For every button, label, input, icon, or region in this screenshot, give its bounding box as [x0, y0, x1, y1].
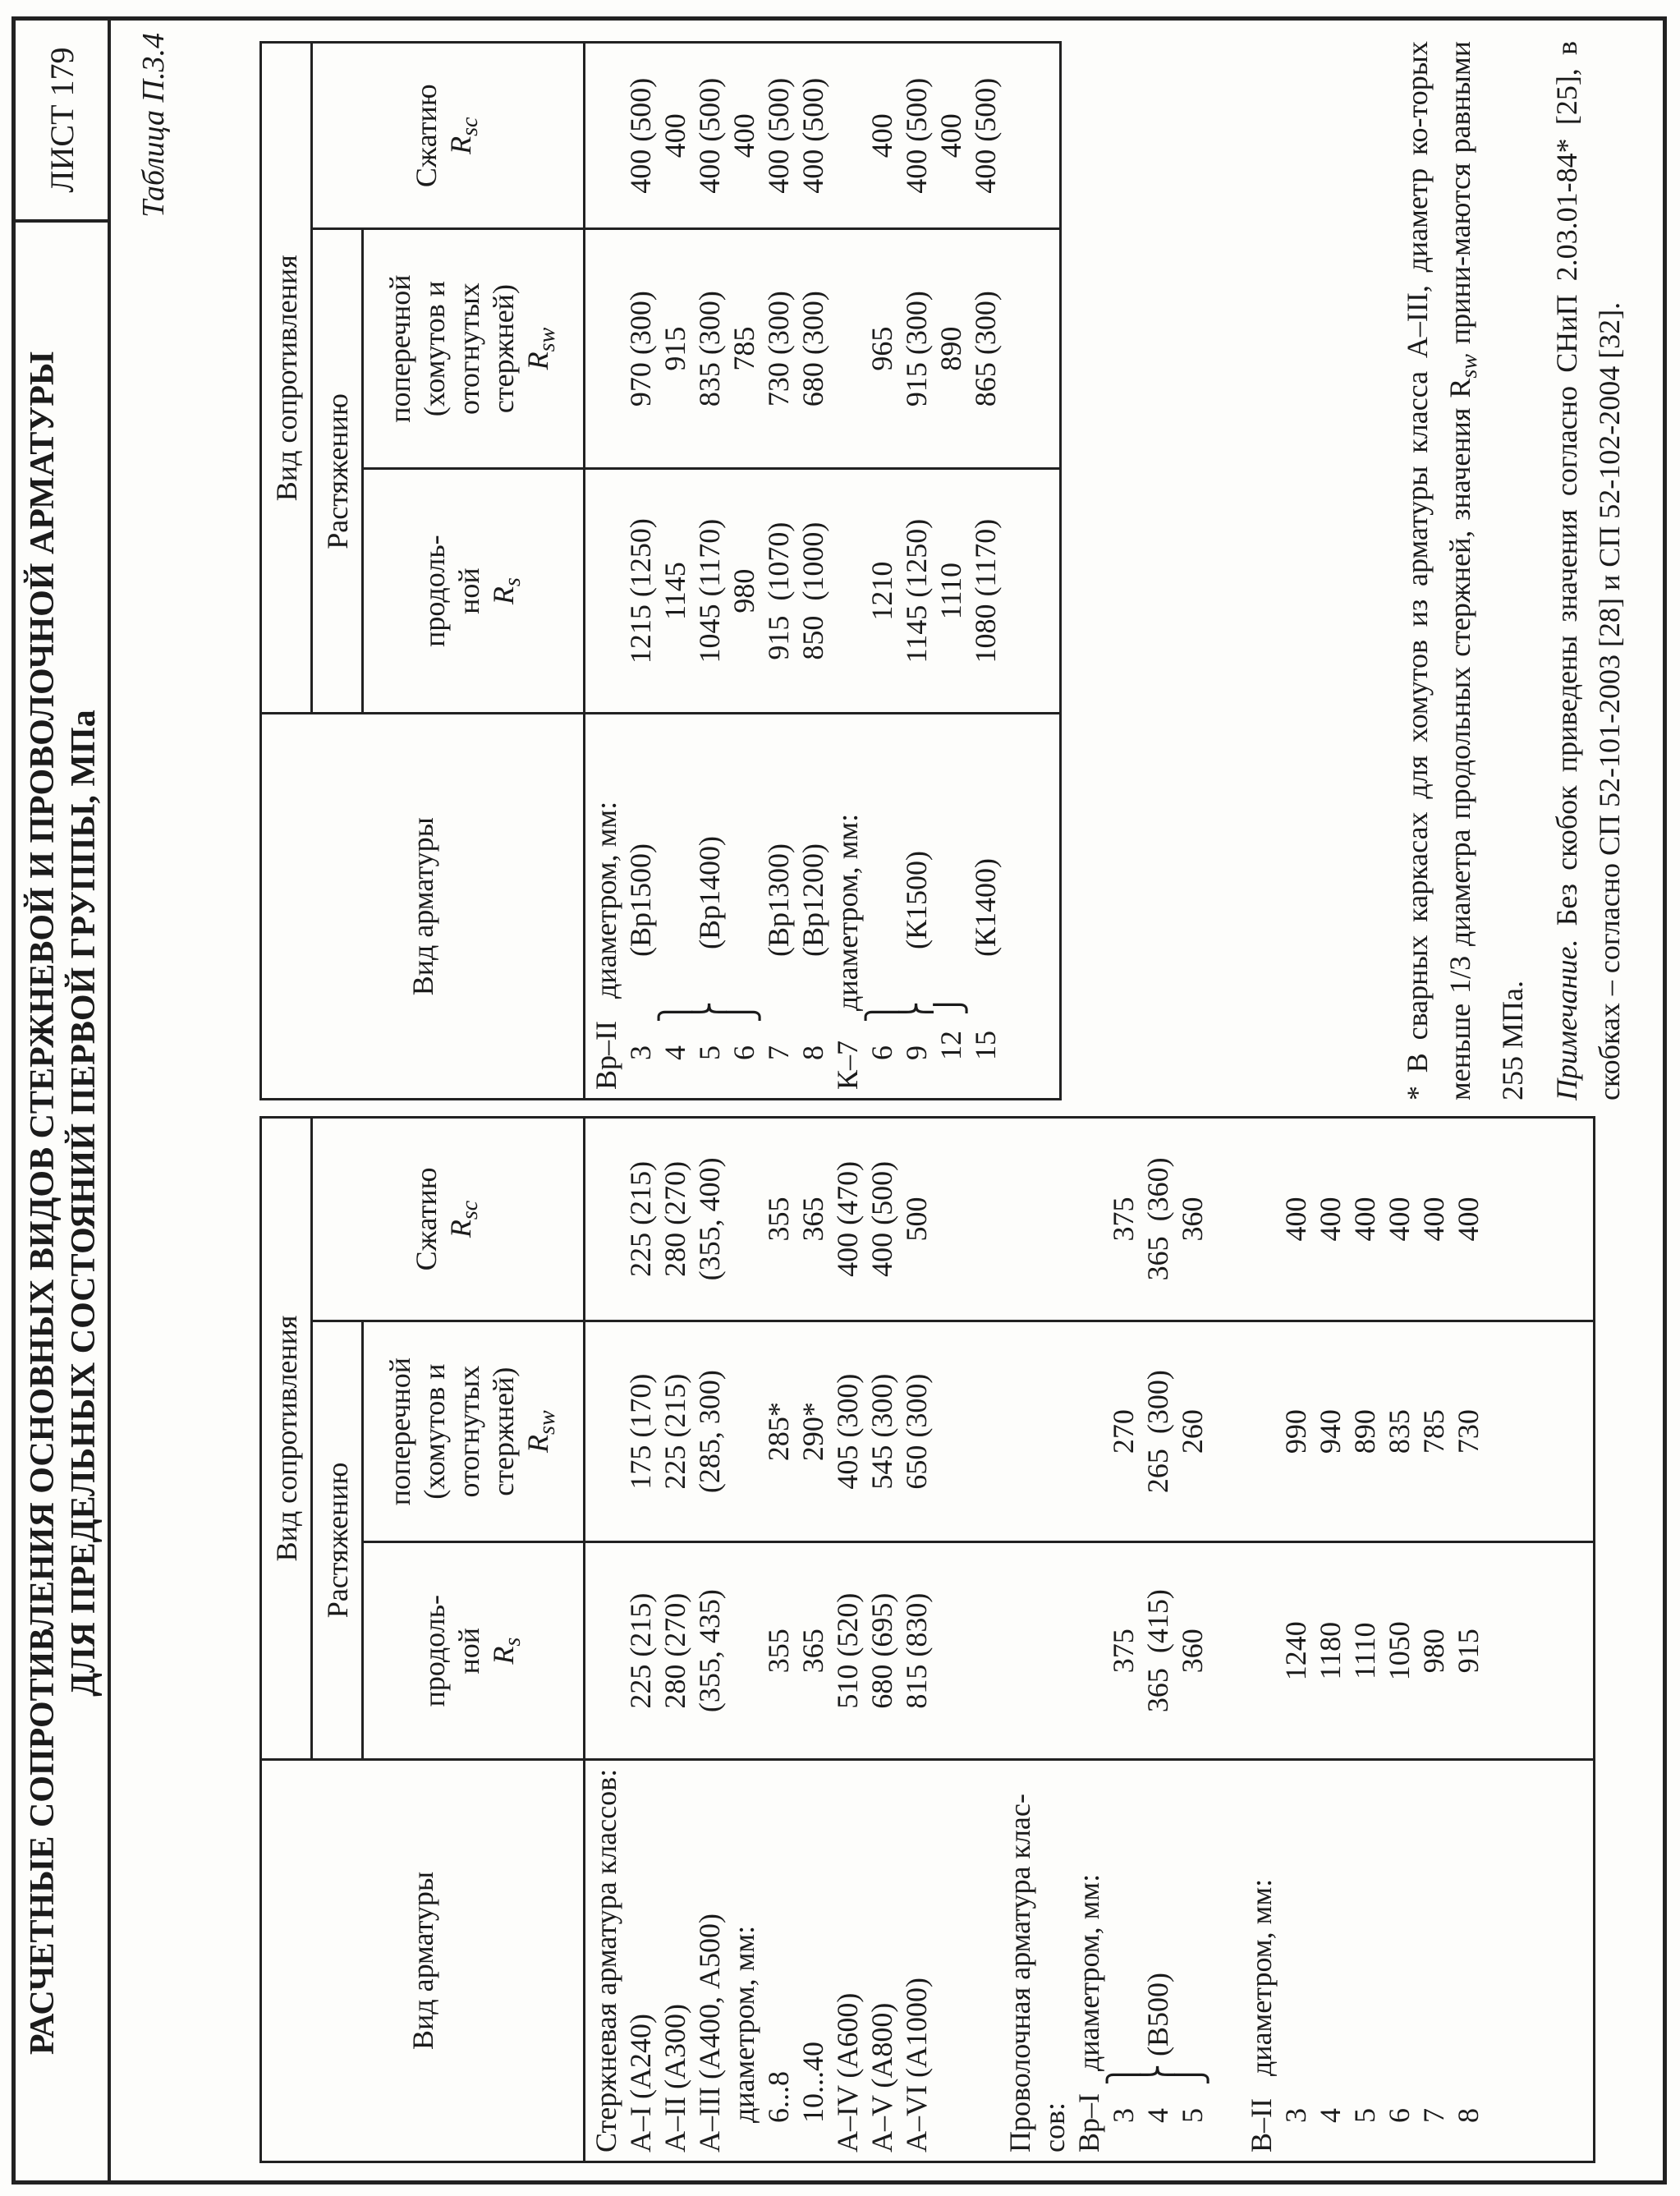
col-header-longitudinal [363, 1542, 585, 1759]
transverse-label-right: поперечной (хомутов и отогнутых стержней) [383, 274, 520, 423]
page-title [22, 242, 104, 2164]
col-header-tension: Растяжению [312, 1321, 363, 1759]
footnote-text [1396, 41, 1534, 1100]
note-label: Примечание. [1550, 939, 1583, 1100]
col-header-longitudinal-right [363, 468, 585, 714]
rsw-subscript: sw [534, 1410, 560, 1435]
col-header-tension-right: Растяжению [312, 229, 363, 714]
right-col-rs: 1215 (1250) 1145 1045 (1170) 980 915 (1070) 850 (1000) 1210 1145 (1250) 1110 1080 (1170) [585, 468, 1061, 714]
col-header-compression [312, 1118, 585, 1321]
right-col-rsw: 970 (300) 915 835 (300) 785 730 (300) 680 (300) 965 915 (300) 890 865 (300) [585, 229, 1061, 468]
col-header-transverse-right [363, 229, 585, 468]
compression-label-right: Сжатию [409, 84, 443, 188]
longitudinal-label-right: продоль- ной [417, 535, 485, 647]
rsc-symbol-right: R [443, 136, 477, 154]
rs-subscript: s [499, 1637, 526, 1647]
footnote-subscript: sw [1457, 354, 1482, 379]
longitudinal-label: продоль- ной [417, 1594, 485, 1707]
left-col-rsw: 175 (170) 225 (215) (285, 300) 285* 290* 405 (300) 545 (300) 650 (300) 270 265 (300) 260 990 940 890 835 785 730 [585, 1321, 1595, 1542]
footnote-tail: прини-маются равными 255 МПа. [1444, 41, 1529, 1100]
col-header-type-right: Вид арматуры [261, 714, 585, 1100]
rsw-subscript-right: sw [534, 327, 560, 352]
sheet-number: ЛИСТ 179 [16, 21, 108, 223]
col-header-compression-right [312, 43, 585, 229]
table-caption: Таблица П.3.4 [136, 33, 171, 218]
rsc-subscript: sc [457, 1200, 483, 1220]
rsw-symbol-right: R [521, 351, 554, 370]
rsw-symbol: R [521, 1434, 554, 1453]
left-table [259, 1116, 1595, 2163]
title-line-2: ДЛЯ ПРЕДЕЛЬНЫХ СОСТОЯНИЙ ПЕРВОЙ ГРУППЫ, МПа [65, 710, 103, 1697]
col-header-resistance-right: Вид сопротивления [261, 43, 312, 714]
left-col-rsc: 225 (215) 280 (270) (355, 400) 355 365 400 (470) 400 (500) 500 375 365 (360) 360 400 400 400 400 400 400 [585, 1118, 1595, 1321]
rs-symbol: R [486, 1646, 520, 1665]
footnote-block [1396, 41, 1631, 1100]
header-row [16, 21, 111, 2180]
rsc-symbol: R [443, 1220, 477, 1238]
left-col-rs: 225 (215) 280 (270) (355, 435) 355 365 510 (520) 680 (695) 815 (830) 375 365 (415) 360 1240 1180 1110 1050 980 915 [585, 1542, 1595, 1759]
left-col-type: Стержневая арматура классов: А–I (А240) А–II (А300) А–III (А400, А500) диаметром, мм: 6...8 10...40 А–IV (А600) А–V (А800) А–VI (А1000) Проволочная арматура клас- сов: Вр–I диаметром, мм: 3 ⎫ 4 ⎬ (В500) 5 ⎭ В–II диаметром, мм: 3 4 5 6 7 8 [585, 1759, 1595, 2162]
note-text: Без скобок приведены значения согласно СНиП 2.03.01-84* [25], в скобках – согласно СП 52-101-2003 [28] и СП 52-102-2004 [32]. [1550, 41, 1626, 1100]
right-col-rsc: 400 (500) 400 400 (500) 400 400 (500) 400 (500) 400 400 (500) 400 400 (500) [585, 43, 1061, 229]
note-paragraph [1545, 41, 1631, 1100]
rsc-subscript-right: sc [457, 117, 483, 136]
col-header-type: Вид арматуры [261, 1759, 585, 2162]
rs-subscript-right: s [499, 577, 526, 587]
compression-label: Сжатию [409, 1167, 443, 1271]
transverse-label: поперечной (хомутов и отогнутых стержней) [383, 1358, 520, 1506]
footnote-main: * В сварных каркасах для хомутов из арматуры класса А–III, диаметр ко-торых меньше 1/3 диаметра продольных стержней, значения R [1401, 41, 1476, 1100]
col-header-resistance: Вид сопротивления [261, 1118, 312, 1760]
right-col-type: Вр–II диаметром, мм: 3 (Вр1500) 4 ⎫ 5 ⎬ (Вр1400) 6 ⎭ 7 (Вр1300) 8 (Вр1200) К–7 диаметром, мм: 6 ⎫ 9 ⎬ (К1500) 12 ⎭ 15 (К1400) [585, 714, 1061, 1100]
right-table [259, 41, 1062, 1100]
rs-symbol-right: R [486, 586, 520, 605]
title-line-1: РАСЧЕТНЫЕ СОПРОТИВЛЕНИЯ ОСНОВНЫХ ВИДОВ СТЕРЖНЕВОЙ И ПРОВОЛОЧНОЙ АРМАТУРЫ [24, 351, 62, 2056]
col-header-transverse [363, 1321, 585, 1542]
